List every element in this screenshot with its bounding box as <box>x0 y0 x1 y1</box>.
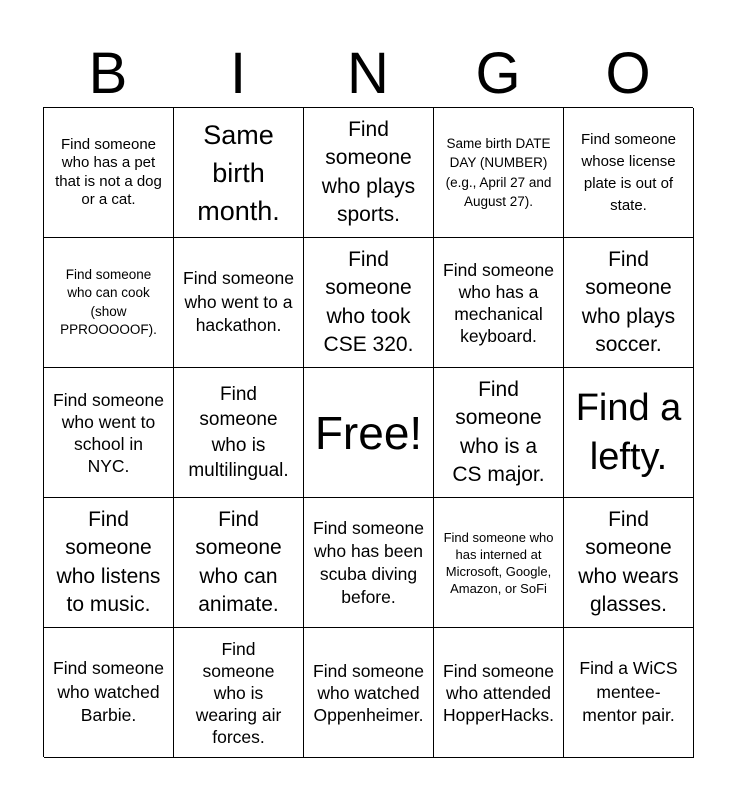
bingo-cell[interactable] <box>44 238 174 368</box>
header-letter-o: O <box>605 41 651 106</box>
free-space[interactable] <box>304 368 434 498</box>
cell-text: Find someone who has a mechanical keyboard. <box>443 259 554 346</box>
header-letter-g: G <box>475 41 521 106</box>
cell-text: Find a lefty. <box>575 386 682 478</box>
cell-text: Find someone who went to school in NYC. <box>53 389 164 476</box>
bingo-cell[interactable] <box>564 238 694 368</box>
cell-text: Find someone who plays soccer. <box>581 247 676 356</box>
cell-text: Find someone who took CSE 320. <box>323 247 414 356</box>
cell-text: Find someone who can cook (show PPROOOOOF). <box>60 266 157 337</box>
bingo-cell[interactable] <box>434 108 564 238</box>
bingo-cell[interactable] <box>304 628 434 758</box>
bingo-cell[interactable] <box>44 368 174 498</box>
cell-text: Find someone who watched Barbie. <box>53 658 164 726</box>
bingo-cell[interactable] <box>304 238 434 368</box>
bingo-cell[interactable] <box>564 368 694 498</box>
header-letter-i: I <box>229 41 247 106</box>
bingo-cell[interactable] <box>434 498 564 628</box>
cell-text: Find someone who plays sports. <box>321 117 416 226</box>
cell-text: Find someone who can animate. <box>195 507 282 616</box>
cell-text: Find someone who attended HopperHacks. <box>443 660 554 725</box>
cell-text: Find someone who watched Oppenheimer. <box>313 660 424 725</box>
cell-text: Find someone whose license plate is out of state. <box>580 130 677 214</box>
header-letter-b: B <box>88 41 128 106</box>
bingo-grid <box>43 107 693 757</box>
bingo-cell[interactable] <box>304 108 434 238</box>
bingo-cell[interactable] <box>44 498 174 628</box>
bingo-cell[interactable] <box>564 108 694 238</box>
cell-text: Find a WiCS mentee-mentor pair. <box>579 658 678 726</box>
cell-text: Find someone who is a CS major. <box>452 377 545 486</box>
bingo-cell[interactable] <box>174 498 304 628</box>
bingo-cell[interactable] <box>434 628 564 758</box>
cell-text: Find someone who went to a hackathon. <box>183 268 294 336</box>
bingo-cell[interactable] <box>564 628 694 758</box>
bingo-cell[interactable] <box>564 498 694 628</box>
cell-text: Find someone who has a pet that is not a dog or a cat. <box>55 135 162 208</box>
bingo-cell[interactable] <box>434 368 564 498</box>
bingo-cell[interactable] <box>304 498 434 628</box>
bingo-cell[interactable] <box>174 238 304 368</box>
header-letter-n: N <box>347 41 389 106</box>
cell-text: Find someone who is multilingual. <box>188 383 289 481</box>
cell-text: Same birth DATE DAY (NUMBER) (e.g., April 27 and August 27). <box>445 135 552 209</box>
bingo-cell[interactable] <box>174 628 304 758</box>
bingo-cell[interactable] <box>174 108 304 238</box>
bingo-cell[interactable] <box>174 368 304 498</box>
bingo-cell[interactable] <box>44 628 174 758</box>
bingo-cell[interactable] <box>44 108 174 238</box>
bingo-cell[interactable] <box>434 238 564 368</box>
bingo-header <box>43 40 693 108</box>
cell-text: Find someone who is wearing air forces. <box>195 638 282 747</box>
cell-text: Find someone who has interned at Microsoft, Google, Amazon, or SoFi <box>443 529 554 596</box>
free-text: Free! <box>314 406 423 459</box>
cell-text: Find someone who listens to music. <box>56 507 161 616</box>
cell-text: Find someone who has been scuba diving before. <box>313 517 424 607</box>
cell-text: Find someone who wears glasses. <box>578 507 679 616</box>
cell-text: Same birth month. <box>197 119 280 226</box>
